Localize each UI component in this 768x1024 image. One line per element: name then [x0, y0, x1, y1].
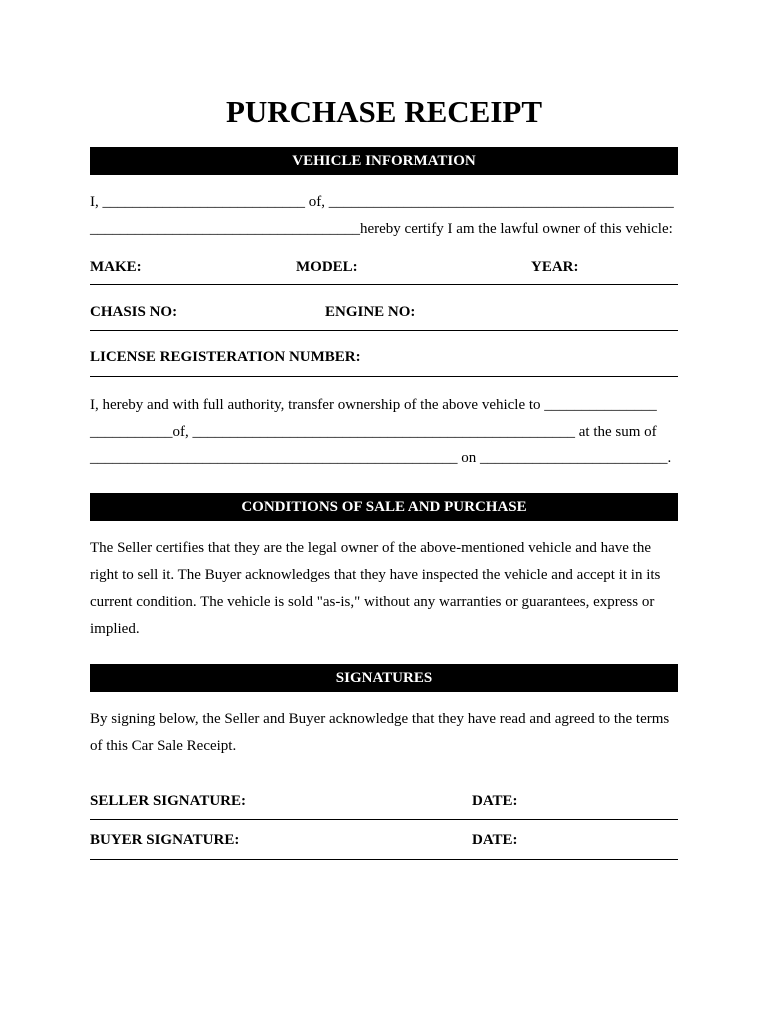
transfer-line-2: ___________of, ___________________________________________________ at the sum of — [90, 424, 657, 440]
section-header-signatures: SIGNATURES — [90, 664, 678, 692]
license-label: LICENSE REGISTERATION NUMBER: — [90, 349, 361, 365]
seller-signature-label: SELLER SIGNATURE: — [90, 793, 247, 809]
chasis-label: CHASIS NO: — [90, 304, 178, 320]
make-model-year-rule — [90, 284, 678, 285]
make-label: MAKE: — [90, 259, 142, 275]
chasis-engine-rule — [90, 330, 678, 331]
page-title: PURCHASE RECEIPT — [225, 94, 543, 129]
conditions-paragraph: The Seller certifies that they are the legal owner of the above-mentioned vehicle and have the right to sell it. The Buyer acknowledges that they have inspected the vehicle and accept it in its current condition. The vehicle is sold "as-is," without any warranties or guarantees, express or implied. — [90, 540, 661, 637]
owner-certify-line: ____________________________________hereby certify I am the lawful owner of this vehicle: — [90, 221, 673, 237]
buyer-signature-label: BUYER SIGNATURE: — [90, 832, 240, 848]
buyer-signature-rule — [90, 859, 678, 860]
model-label: MODEL: — [296, 259, 358, 275]
buyer-date-label: DATE: — [472, 832, 518, 848]
engine-label: ENGINE NO: — [325, 304, 416, 320]
section-header-conditions: CONDITIONS OF SALE AND PURCHASE — [90, 493, 678, 521]
section-header-vehicle-information: VEHICLE INFORMATION — [90, 147, 678, 175]
license-rule — [90, 376, 678, 377]
seller-signature-rule — [90, 819, 678, 820]
transfer-line-1: I, hereby and with full authority, transfer ownership of the above vehicle to _______________ — [90, 397, 657, 413]
signatures-paragraph: By signing below, the Seller and Buyer acknowledge that they have read and agreed to the terms of this Car Sale Receipt. — [90, 711, 670, 754]
transfer-line-3: _________________________________________________ on _________________________. — [90, 450, 672, 466]
year-label: YEAR: — [531, 259, 579, 275]
seller-date-label: DATE: — [472, 793, 518, 809]
owner-line: I, ___________________________ of, ______________________________________________ — [90, 194, 674, 210]
